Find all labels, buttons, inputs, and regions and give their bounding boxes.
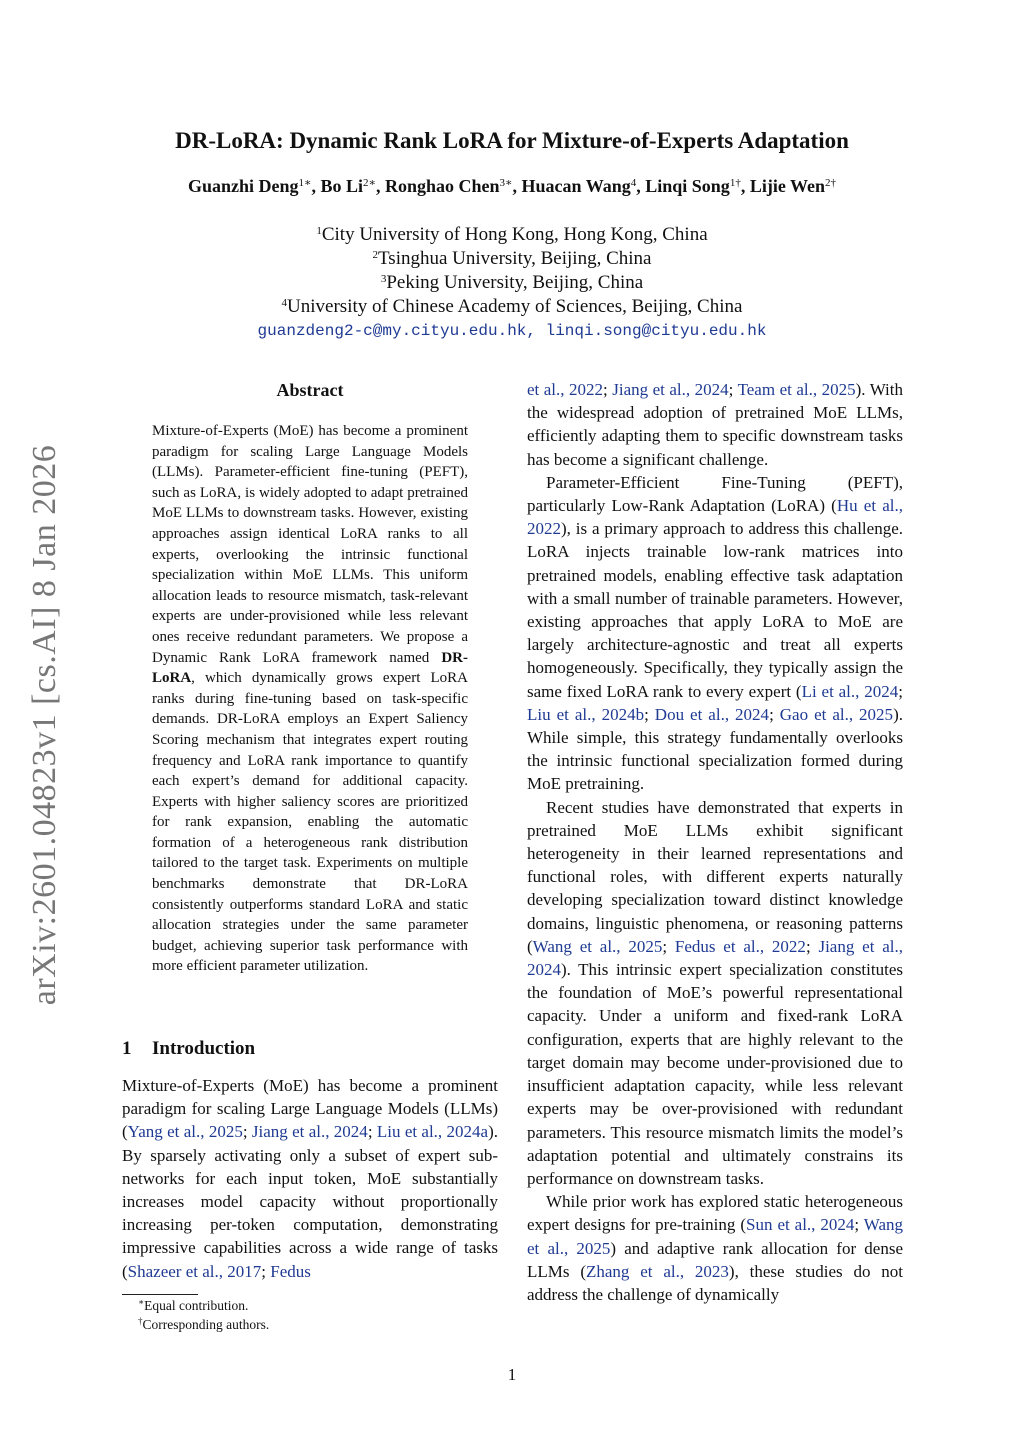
footnote-mark: ∗ — [138, 1297, 145, 1307]
footnote-text: Equal contribution. — [144, 1298, 249, 1313]
right-column — [527, 378, 903, 1306]
author-name: Guanzhi Deng — [188, 176, 299, 196]
author-mark: 1† — [729, 177, 741, 189]
citation-link[interactable]: Fedus — [270, 1261, 311, 1281]
citation-link[interactable]: Yang et al., 2025 — [127, 1122, 243, 1142]
body-paragraph — [527, 1190, 903, 1306]
affiliation-mark: 3 — [380, 273, 387, 285]
citation-separator: ; — [367, 1122, 377, 1142]
body-text: ). While simple, this strategy fundamentally overlooks the intrinsic functional specialization formed during MoE pretraining. — [527, 704, 903, 794]
author-separator: , — [512, 176, 522, 196]
footnote-text: Corresponding authors. — [142, 1317, 270, 1332]
author-list — [0, 174, 1024, 198]
citation-link[interactable]: Liu et al., 2024a — [376, 1122, 489, 1142]
affiliation — [0, 247, 1024, 271]
intro-paragraph — [122, 1074, 498, 1283]
author-mark: 2† — [825, 177, 836, 189]
citation-separator: ; — [644, 704, 655, 724]
body-text: While prior work has explored static heterogeneous expert designs for pre-training ( — [527, 1192, 903, 1235]
citation-link[interactable]: et al., 2022 — [527, 380, 604, 399]
affiliation-text: University of Chinese Academy of Sciences, Beijing, China — [287, 296, 743, 317]
citation-separator: ; — [662, 936, 675, 956]
body-text: Parameter-Efficient Fine-Tuning (PEFT), particularly Low-Rank Adaptation (LoRA) ( — [527, 472, 903, 516]
citation-separator: ; — [898, 681, 903, 701]
author-separator: , — [636, 176, 646, 196]
citation-link[interactable]: Jiang et al., 2024 — [251, 1122, 368, 1142]
affiliation — [0, 295, 1024, 319]
author-separator: , — [740, 176, 750, 196]
affiliation-mark: 1 — [316, 225, 322, 237]
framework-name: DR-LoRA — [152, 649, 468, 687]
abstract-part: Mixture-of-Experts (MoE) has become a prominent paradigm for scaling Large Language Models (LLMs). Parameter-efficient fine-tuning (PEFT), such as LoRA, is widely adopted to adapt pretrained MoE LLMs to downstream tasks. However, existing approaches assign identical LoRA ranks to all experts, overlooking the intrinsic functional specialization within MoE LLMs. This uniform allocation leads to resource mismatch, task-relevant experts are under-provisioned while less relevant ones receive redundant parameters. We propose a Dynamic Rank LoRA framework named — [152, 423, 468, 666]
body-paragraph — [527, 471, 903, 796]
body-paragraph — [527, 378, 903, 471]
section-number: 1 — [122, 1038, 132, 1059]
body-text: Mixture-of-Experts (MoE) has become a prominent paradigm for scaling Large Language Models (LLMs) ( — [122, 1076, 498, 1142]
abstract-text — [152, 421, 468, 977]
section-title: Introduction — [152, 1038, 256, 1059]
footnote-divider — [122, 1294, 198, 1295]
body-text: Recent studies have demonstrated that experts in pretrained MoE LLMs exhibit significant heterogeneity in their learned representations and functional roles, with different experts naturally developing specialization toward distinct knowledge domains, linguistic phenomena, or reasoning patterns ( — [527, 797, 903, 956]
citation-link[interactable]: Wang et al., 2025 — [532, 936, 663, 956]
citation-separator: ; — [603, 380, 613, 399]
citation-link[interactable]: Li et al., 2024 — [801, 681, 899, 701]
citation-link[interactable]: Shazeer et al., 2017 — [127, 1261, 262, 1281]
citation-separator: ; — [261, 1261, 271, 1281]
affiliation-text: City University of Hong Kong, Hong Kong, China — [321, 224, 708, 245]
contact-emails[interactable]: guanzdeng2-c@my.cityu.edu.hk, linqi.song@cityu.edu.hk — [257, 322, 767, 340]
citation-link[interactable]: Liu et al., 2024b — [527, 704, 645, 724]
author-mark: 1∗ — [298, 177, 312, 189]
page-number: 1 — [507, 1365, 517, 1384]
footnote — [138, 1315, 269, 1334]
affiliation-text: Tsinghua University, Beijing, China — [378, 248, 652, 269]
body-text: ), is a primary approach to address this challenge. LoRA injects trainable low-rank matrices into pretrained models, enabling effective task adaptation with a small number of trainable parameters. However, existing approaches that apply LoRA to MoE are largely architecture-agnostic and treat all experts homogeneously. Specifically, they typically assign the same fixed LoRA rank to every expert ( — [527, 519, 903, 701]
arxiv-stamp-text: arXiv:2601.04823v1 [cs.AI] 8 Jan 2026 — [26, 444, 63, 1006]
citation-link[interactable]: Jiang et al., 2024 — [612, 380, 729, 399]
footnotes — [138, 1296, 269, 1334]
citation-separator: ; — [854, 1215, 864, 1235]
citation-separator: ; — [805, 936, 819, 956]
author-name: Lijie Wen — [749, 176, 825, 196]
abstract-heading: Abstract — [276, 380, 344, 400]
citation-link[interactable]: Hu et al., 2022 — [527, 496, 903, 539]
abstract-part: , which dynamically grows expert LoRA ranks during fine-tuning based on task-specific demands. DR-LoRA employs an Expert Saliency Scoring mechanism that integrates expert routing frequency and LoRA rank importance to quantify each expert’s demand for additional capacity. Experts with higher saliency scores are prioritized for rank expansion, enabling the automatic formation of a heterogeneous rank distribution tailored to the target task. Experiments on multiple benchmarks demonstrate that DR-LoRA consistently outperforms standard LoRA and static allocation strategies under the same parameter budget, achieving superior task performance with more efficient parameter utilization. — [152, 670, 468, 975]
body-text: ) and adaptive rank allocation for dense LLMs ( — [527, 1238, 903, 1281]
affiliation — [0, 223, 1024, 247]
affiliation-mark: 4 — [281, 297, 288, 309]
author-mark: 4 — [630, 177, 637, 189]
affiliation-text: Peking University, Beijing, China — [386, 272, 644, 293]
body-text: ), these studies do not address the challenge of dynamically — [527, 1261, 903, 1304]
citation-link[interactable]: Wang et al., 2025 — [527, 1215, 903, 1258]
affiliation-list — [0, 223, 1024, 319]
affiliation — [0, 271, 1024, 295]
author-separator: , — [376, 176, 386, 196]
citation-separator: ; — [728, 380, 738, 399]
footnote-mark: † — [138, 1316, 143, 1326]
citation-link[interactable]: Zhang et al., 2023 — [585, 1261, 729, 1281]
citation-link[interactable]: Jiang et al., 2024 — [527, 936, 903, 980]
author-mark: 3∗ — [499, 177, 513, 189]
author-name: Huacan Wang — [521, 176, 631, 196]
body-paragraph — [527, 796, 903, 1190]
author-name: Bo Li — [320, 176, 364, 196]
citation-link[interactable]: Gao et al., 2025 — [779, 704, 894, 724]
footnote — [138, 1296, 269, 1315]
citation-link[interactable]: Fedus et al., 2022 — [674, 936, 806, 956]
author-name: Linqi Song — [645, 176, 730, 196]
body-text: ). This intrinsic expert specialization constitutes the foundation of MoE’s powerful representational capacity. Under a uniform and fixed-rank LoRA configuration, experts that are highly relevant to the target domain may become under-provisioned due to insufficient adaptation capacity, while less relevant experts may be over-provisioned with redundant parameters. This resource mismatch limits the model’s adaptation potential and ultimately constrains its performance on downstream tasks. — [527, 960, 903, 1188]
body-text: ). By sparsely activating only a subset of expert sub-networks for each input token, MoE substantially increases model capacity without proportionally increasing per-token computation, demonstrating impressive capabilities across a wide range of tasks ( — [122, 1122, 498, 1281]
author-mark: 2∗ — [363, 177, 377, 189]
author-separator: , — [311, 176, 321, 196]
citation-separator: ; — [769, 704, 780, 724]
citation-link[interactable]: Team et al., 2025 — [737, 380, 856, 399]
citation-link[interactable]: Dou et al., 2024 — [654, 704, 770, 724]
section-heading-introduction — [122, 1037, 255, 1061]
citation-link[interactable]: Sun et al., 2024 — [746, 1215, 855, 1235]
author-name: Ronghao Chen — [385, 176, 500, 196]
citation-separator: ; — [242, 1122, 252, 1142]
paper-title: DR-LoRA: Dynamic Rank LoRA for Mixture-of-Experts Adaptation — [175, 128, 849, 153]
affiliation-mark: 2 — [372, 249, 379, 261]
body-text: ). With the widespread adoption of pretrained MoE LLMs, efficiently adapting them to specific downstream tasks has become a significant challenge. — [527, 380, 903, 469]
